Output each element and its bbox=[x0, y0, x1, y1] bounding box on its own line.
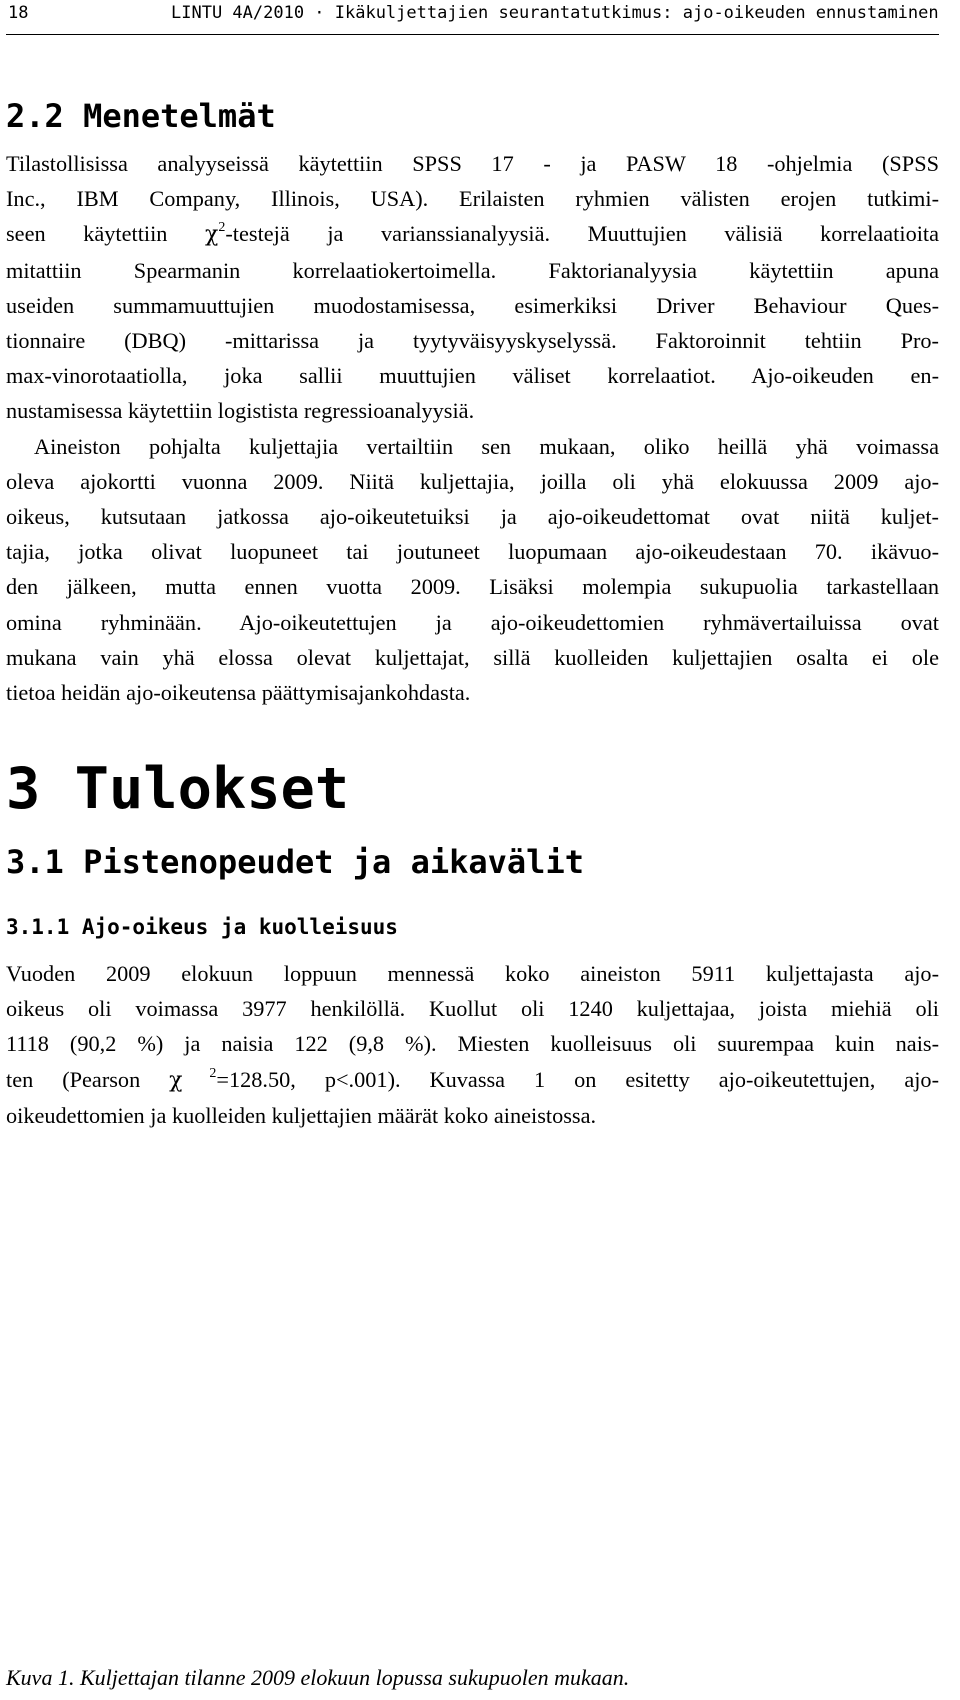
text-line: tajia, jotka olivat luopuneet tai joutuneet luopumaan ajo-oikeudestaan 70. ikävuo- bbox=[6, 539, 939, 565]
page-number: 18 bbox=[8, 3, 29, 23]
text-line: oikeus oli voimassa 3977 henkilöllä. Kuollut oli 1240 kuljettajaa, joista miehiä oli bbox=[6, 996, 939, 1022]
chi-symbol: χ bbox=[169, 1067, 183, 1093]
superscript: 2 bbox=[218, 220, 226, 236]
running-header bbox=[6, 0, 939, 35]
running-title: LINTU 4A/2010 · Ikäkuljettajien seurantatutkimus: ajo-oikeuden ennustaminen bbox=[171, 3, 939, 23]
text-line: oleva ajokortti vuonna 2009. Niitä kuljettajia, joilla oli yhä elokuussa 2009 ajo- bbox=[6, 468, 939, 494]
methods-paragraph bbox=[6, 146, 939, 710]
results-paragraph bbox=[6, 956, 939, 1133]
text-line: tionnaire (DBQ) -mittarissa ja tyytyväisyyskyselyssä. Faktoroinnit tehtiin Pro- bbox=[6, 328, 939, 354]
text-line: max-vinorotaatiolla, joka sallii muuttujien väliset korrelaatiot. Ajo-oikeuden en- bbox=[6, 363, 939, 389]
text-line: nustamisessa käytettiin logistista regressioanalyysiä. bbox=[6, 398, 475, 424]
text-line: Tilastollisissa analyyseissä käytettiin SPSS 17 - ja PASW 18 -ohjelmia (SPSS bbox=[6, 151, 939, 176]
chapter-heading-3: 3 Tulokset bbox=[6, 756, 350, 822]
chi-symbol: χ bbox=[205, 222, 219, 248]
text-line: oikeudettomien ja kuolleiden kuljettajien määrät koko aineistossa. bbox=[6, 1102, 597, 1128]
text-fragment: seen käytettiin bbox=[6, 221, 206, 247]
text-fragment: -testejä ja varianssianalyysiä. Muuttujien välisiä korrelaatioita bbox=[225, 221, 940, 247]
superscript: 2 bbox=[182, 1065, 217, 1081]
figure-caption: Kuva 1. Kuljettajan tilanne 2009 elokuun lopussa sukupuolen mukaan. bbox=[6, 1665, 630, 1690]
text-line: tietoa heidän ajo-oikeutensa päättymisajankohdasta. bbox=[6, 680, 471, 706]
text-line bbox=[6, 1062, 939, 1098]
section-heading-3-1: 3.1 Pistenopeudet ja aikavälit bbox=[6, 843, 584, 881]
text-line: useiden summamuuttujien muodostamisessa, esimerkiksi Driver Behaviour Ques- bbox=[6, 292, 939, 318]
text-fragment: =128.50, p<.001). Kuvassa 1 on esitetty ajo-oikeutettujen, ajo- bbox=[216, 1066, 939, 1092]
text-line: mitattiin Spearmanin korrelaatiokertoimella. Faktorianalyysia käytettiin apuna bbox=[6, 257, 939, 283]
text-line bbox=[6, 216, 939, 252]
text-line: oikeus, kutsutaan jatkossa ajo-oikeutetuiksi ja ajo-oikeudettomat ovat niitä kuljet- bbox=[6, 504, 939, 530]
text-fragment: ten (Pearson bbox=[6, 1066, 170, 1092]
text-line: 1118 (90,2 %) ja naisia 122 (9,8 %). Miesten kuolleisuus oli suurempaa kuin nais- bbox=[6, 1031, 939, 1057]
text-line: Inc., IBM Company, Illinois, USA). Erilaisten ryhmien välisten erojen tutkimi- bbox=[6, 186, 939, 212]
text-line: Aineiston pohjalta kuljettajia vertailtiin sen mukaan, oliko heillä yhä voimassa bbox=[34, 433, 939, 459]
text-line: Vuoden 2009 elokuun loppuun mennessä koko aineiston 5911 kuljettajasta ajo- bbox=[6, 961, 939, 986]
section-heading-2-2: 2.2 Menetelmät bbox=[6, 97, 276, 135]
text-line: omina ryhminään. Ajo-oikeutettujen ja ajo-oikeudettomien ryhmävertailuissa ovat bbox=[6, 609, 939, 635]
text-line: den jälkeen, mutta ennen vuotta 2009. Lisäksi molempia sukupuolia tarkastellaan bbox=[6, 574, 939, 600]
section-heading-3-1-1: 3.1.1 Ajo-oikeus ja kuolleisuus bbox=[6, 915, 398, 939]
text-line: mukana vain yhä elossa olevat kuljettajat, sillä kuolleiden kuljettajien osalta ei ole bbox=[6, 644, 939, 670]
